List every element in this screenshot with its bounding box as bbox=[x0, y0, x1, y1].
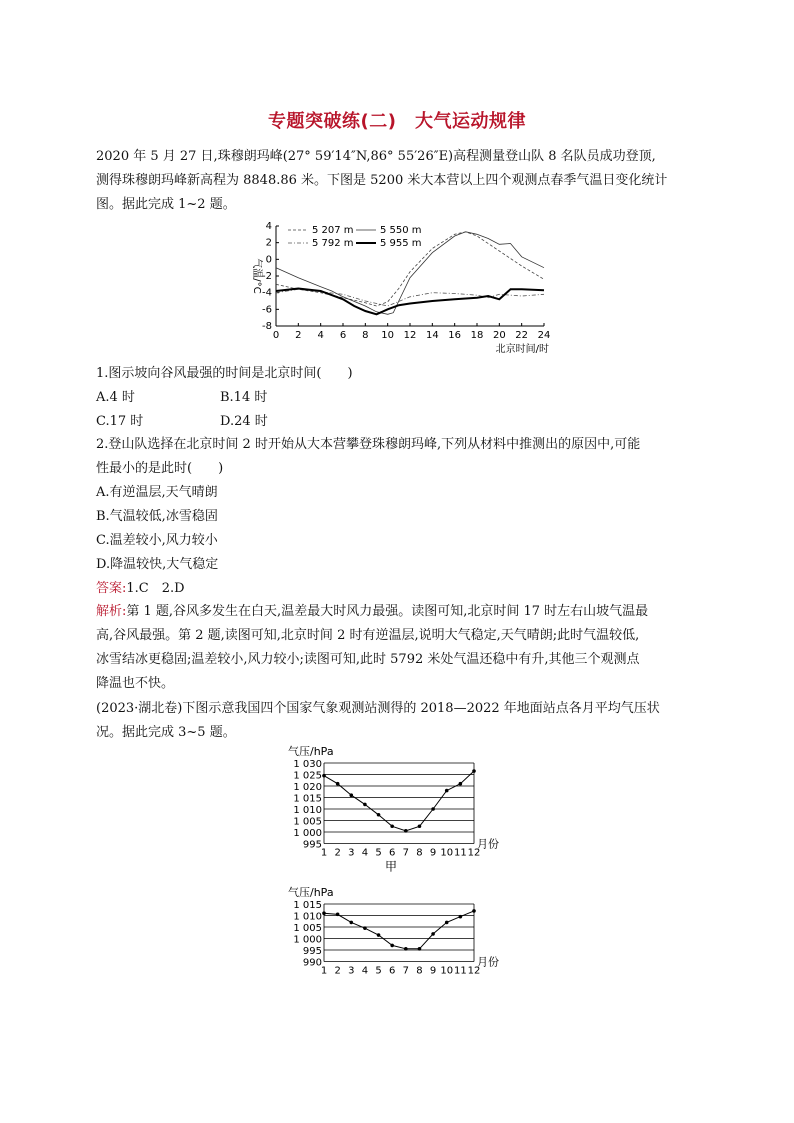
q1-option-c: C.17 时 bbox=[96, 414, 144, 429]
q2-option-a: A.有逆温层,天气晴朗 bbox=[96, 485, 218, 500]
x-tick-label: 5 bbox=[375, 847, 382, 859]
data-point bbox=[445, 921, 449, 925]
x-tick-label: 12 bbox=[467, 965, 481, 977]
x-tick-label: 6 bbox=[339, 330, 347, 341]
data-point bbox=[472, 909, 476, 913]
intro-paragraph-1 bbox=[96, 145, 706, 217]
x-tick-label: 10 bbox=[381, 330, 395, 341]
page-title: 专题突破练(二) 大气运动规律 bbox=[268, 111, 526, 132]
analysis-line2: 高,谷风最强。第 2 题,读图可知,北京时间 2 时有逆温层,说明大气稳定,天气晴朗;此时气温较低, bbox=[96, 628, 640, 643]
x-tick-label: 2 bbox=[334, 965, 341, 977]
y-tick-label: 1 015 bbox=[293, 793, 322, 805]
data-point bbox=[363, 803, 367, 807]
data-point bbox=[336, 782, 340, 786]
q2-option-c: C.温差较小,风力较小 bbox=[96, 533, 218, 548]
q2-option-b: B.气温较低,冰雪稳固 bbox=[96, 509, 218, 524]
x-tick-label: 10 bbox=[440, 965, 454, 977]
x-tick-label: 0 bbox=[272, 330, 280, 341]
y-tick-label: -2 bbox=[262, 271, 272, 282]
x-tick-label: 7 bbox=[402, 965, 410, 977]
q2-option-d: D.降温较快,大气稳定 bbox=[96, 557, 219, 572]
y-tick-label: 1 000 bbox=[293, 934, 322, 946]
chart-label: 甲 bbox=[384, 859, 398, 874]
legend-label-3: 5 792 m bbox=[312, 238, 354, 249]
x-tick-label: 5 bbox=[375, 965, 382, 977]
y-tick-label: 1 020 bbox=[293, 782, 322, 793]
intro1-line2: 测得珠穆朗玛峰新高程为 8848.86 米。下图是 5200 米大本营以上四个观测点春季气温日变化统计 bbox=[96, 173, 668, 188]
q1-option-b: B.14 时 bbox=[220, 390, 268, 405]
pressure-line bbox=[324, 771, 474, 831]
data-point bbox=[363, 926, 367, 930]
y-tick-label: 1 000 bbox=[293, 828, 322, 839]
x-tick-label: 6 bbox=[388, 965, 396, 977]
data-point bbox=[404, 829, 408, 833]
data-point bbox=[322, 774, 326, 778]
x-tick-label: 8 bbox=[362, 330, 369, 341]
y-tick-label: 4 bbox=[265, 221, 272, 232]
intro2-line2: 况。据此完成 3~5 题。 bbox=[96, 725, 236, 740]
y-tick-label: 995 bbox=[302, 946, 322, 957]
y-tick-label: 1 015 bbox=[293, 900, 322, 911]
x-tick-label: 3 bbox=[348, 847, 355, 859]
y-axis-label: 气压/hPa bbox=[288, 745, 334, 758]
legend-label-1: 5 207 m bbox=[312, 225, 354, 236]
data-point bbox=[390, 944, 394, 948]
analysis-line1-text: 第 1 题,谷风多发生在白天,温差最大时风力最强。读图可知,北京时间 17 时左右山坡气温最 bbox=[126, 604, 649, 619]
y-tick-label: 990 bbox=[302, 957, 322, 969]
y-tick-label: 1 005 bbox=[293, 816, 322, 828]
analysis-paragraph bbox=[96, 600, 706, 696]
x-tick-label: 18 bbox=[470, 330, 484, 341]
data-point bbox=[377, 813, 381, 817]
q1-stem-text: 1.图示坡向谷风最强的时间是北京时间( ) bbox=[96, 366, 353, 381]
q1-option-d: D.24 时 bbox=[220, 414, 268, 429]
analysis-line1 bbox=[96, 600, 706, 624]
x-axis-label: 月份 bbox=[477, 955, 499, 969]
data-point bbox=[349, 921, 353, 925]
q2-stem-line2: 性最小的是此时( ) bbox=[96, 461, 224, 476]
data-point bbox=[390, 824, 394, 828]
x-tick-label: 22 bbox=[515, 330, 529, 341]
data-point bbox=[445, 789, 449, 793]
x-tick-label: 11 bbox=[453, 847, 467, 859]
y-tick-label: 1 005 bbox=[293, 923, 322, 934]
y-tick-label: -8 bbox=[262, 321, 272, 332]
legend-label-4: 5 955 m bbox=[380, 238, 422, 249]
x-tick-label: 9 bbox=[429, 965, 437, 977]
analysis-label: 解析: bbox=[96, 604, 127, 619]
x-tick-label: 8 bbox=[416, 847, 423, 859]
analysis-line3: 冰雪结冰更稳固;温差较小,风力较小;读图可知,此时 5792 米处气温还稳中有升,其他三个观测点 bbox=[96, 652, 640, 667]
y-tick-label: 995 bbox=[302, 839, 322, 851]
x-tick-label: 24 bbox=[537, 330, 551, 341]
intro1-line3: 图。据此完成 1~2 题。 bbox=[96, 197, 236, 212]
pressure-chart-jia bbox=[284, 743, 524, 888]
x-tick-label: 4 bbox=[361, 965, 369, 977]
data-point bbox=[418, 824, 422, 828]
x-tick-label: 12 bbox=[467, 847, 481, 859]
q1-option-a: A.4 时 bbox=[96, 390, 135, 405]
x-tick-label: 10 bbox=[440, 847, 454, 859]
y-tick-label: 0 bbox=[265, 254, 272, 266]
y-tick-label: 1 030 bbox=[293, 759, 322, 770]
analysis-line4: 降温也不快。 bbox=[96, 676, 175, 691]
data-point bbox=[349, 793, 353, 797]
legend-label-2: 5 550 m bbox=[380, 225, 422, 236]
data-point bbox=[459, 915, 463, 919]
data-point bbox=[418, 947, 422, 951]
answer-text: 1.C 2.D bbox=[126, 581, 185, 596]
q2-stem-line1: 2.登山队选择在北京时间 2 时开始从大本营攀登珠穆朗玛峰,下列从材料中推测出的原因中,可能 bbox=[96, 437, 641, 452]
x-tick-label: 3 bbox=[348, 965, 355, 977]
q1-stem bbox=[96, 364, 353, 384]
x-tick-label: 12 bbox=[403, 330, 417, 341]
data-point bbox=[431, 807, 435, 811]
x-tick-label: 4 bbox=[317, 330, 324, 341]
pressure-line bbox=[324, 911, 474, 949]
x-tick-label: 4 bbox=[361, 847, 369, 859]
data-point bbox=[322, 911, 326, 915]
y-tick-label: 2 bbox=[265, 237, 272, 249]
y-tick-label: 1 025 bbox=[293, 770, 322, 782]
x-tick-label: 7 bbox=[402, 847, 410, 859]
y-tick-label: -4 bbox=[262, 287, 272, 299]
x-tick-label: 14 bbox=[425, 330, 439, 341]
intro-paragraph-2 bbox=[96, 697, 706, 745]
x-tick-label: 1 bbox=[320, 965, 328, 977]
data-point bbox=[459, 782, 463, 786]
x-tick-label: 20 bbox=[492, 330, 506, 341]
data-point bbox=[377, 933, 381, 937]
data-point bbox=[431, 932, 435, 936]
pressure-chart-2 bbox=[284, 884, 524, 1014]
temperature-chart bbox=[236, 216, 566, 361]
answer-line bbox=[96, 579, 185, 599]
x-tick-label: 1 bbox=[320, 847, 328, 859]
y-axis-label: 气温/°C bbox=[251, 258, 262, 294]
x-axis-label: 北京时间/时 bbox=[495, 344, 549, 355]
data-point bbox=[472, 769, 476, 773]
x-tick-label: 2 bbox=[334, 847, 341, 859]
answer-label: 答案: bbox=[96, 581, 127, 596]
x-tick-label: 2 bbox=[295, 330, 302, 341]
x-tick-label: 8 bbox=[416, 965, 423, 977]
x-tick-label: 9 bbox=[429, 847, 437, 859]
x-axis-label: 月份 bbox=[477, 837, 499, 851]
y-tick-label: 1 010 bbox=[293, 805, 322, 816]
intro2-line1: (2023·湖北卷)下图示意我国四个国家气象观测站测得的 2018—2022 年地面站点各月平均气压状 bbox=[96, 701, 660, 716]
intro1-line1: 2020 年 5 月 27 日,珠穆朗玛峰(27° 59′14″N,86° 55′26″E)高程测量登山队 8 名队员成功登顶, bbox=[96, 149, 656, 164]
y-tick-label: 1 010 bbox=[293, 911, 322, 923]
y-tick-label: -6 bbox=[262, 304, 272, 316]
x-tick-label: 11 bbox=[453, 965, 467, 977]
data-point bbox=[404, 947, 408, 951]
x-tick-label: 16 bbox=[448, 330, 462, 341]
y-axis-label: 气压/hPa bbox=[288, 886, 334, 899]
data-point bbox=[336, 913, 340, 917]
x-tick-label: 6 bbox=[388, 847, 396, 859]
